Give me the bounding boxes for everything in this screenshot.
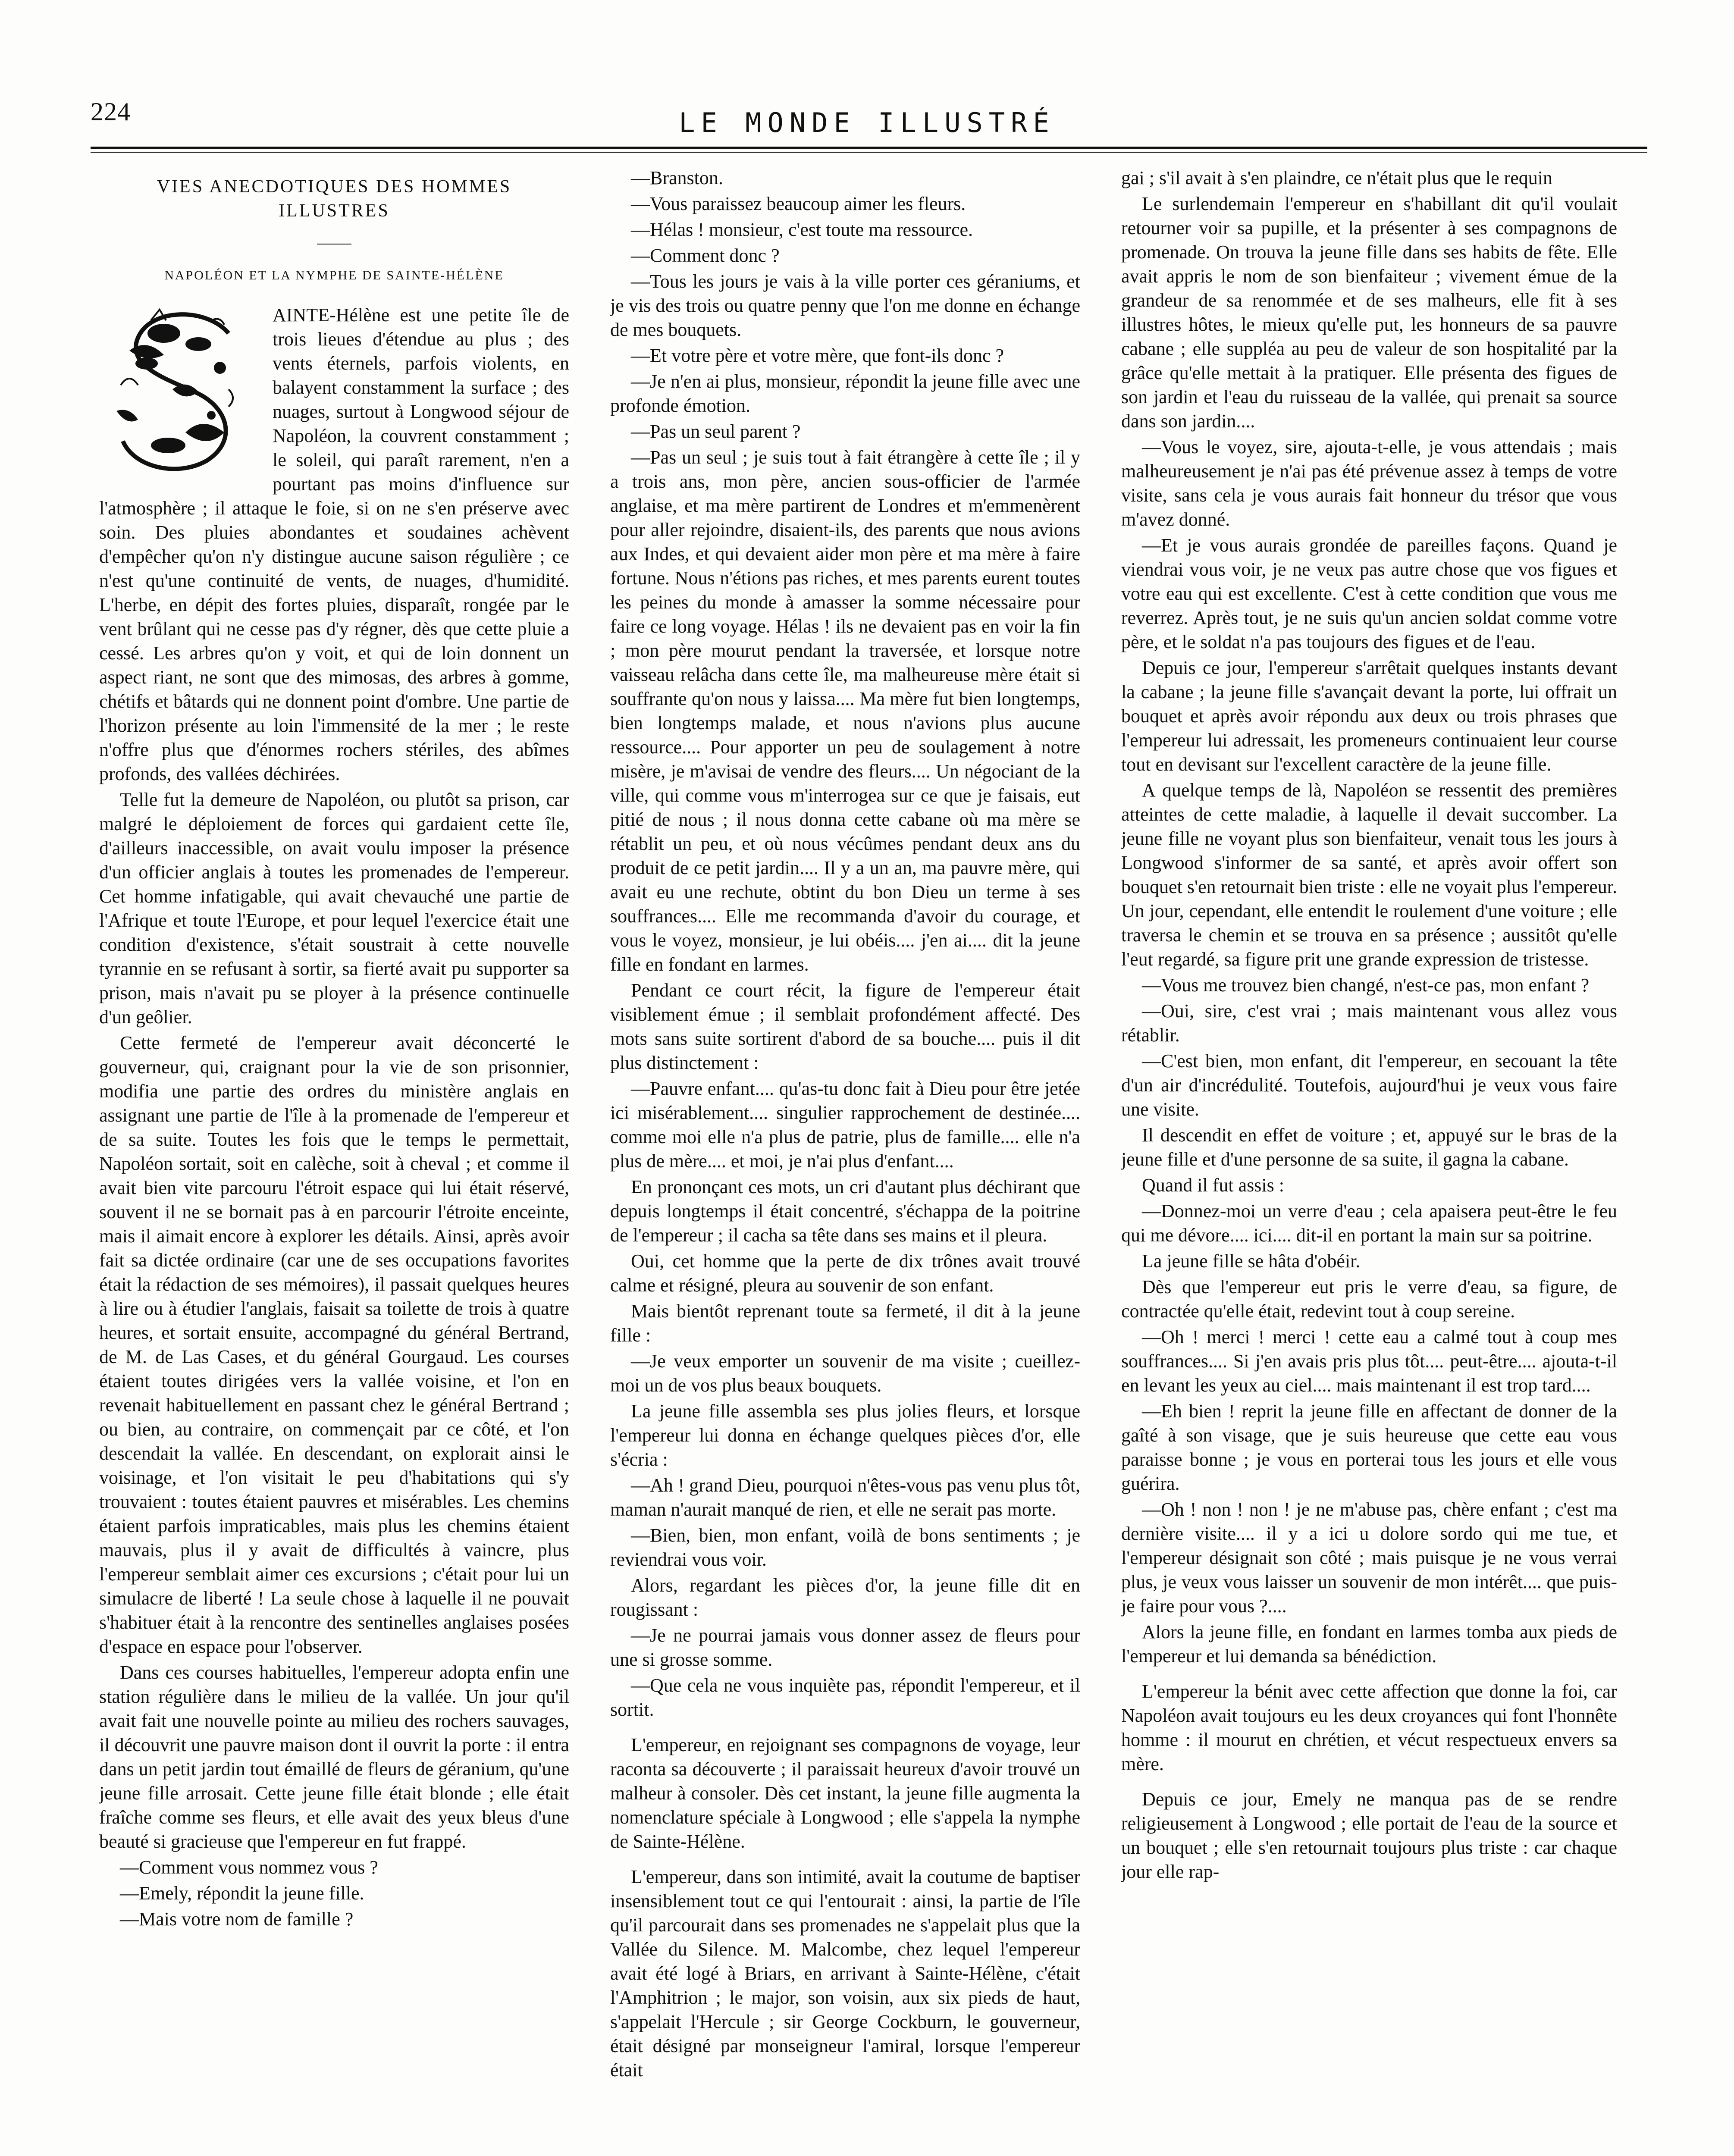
masthead-title: LE MONDE ILLUSTRÉ xyxy=(679,107,1055,138)
paragraph: gai ; s'il avait à s'en plaindre, ce n'était plus que le requin xyxy=(1121,167,1553,188)
paragraph: En prononçant ces mots, un cri d'autant plus déchirant que depuis longtemps il était concentré, s'échappa de la poitrine de l'empereur ; il cacha sa tête dans ses mains et il pleura. xyxy=(610,1176,1080,1246)
paragraph: Dans ces courses habituelles, l'empereur adopta enfin une station régulière dans le milieu de la vallée. Un jour qu'il avait fait une nouvelle pointe au milieu des rochers sauvages, il découvrit une pauvre maison dont il ouvrit la porte : il entra dans un petit jardin tout émaillé de fleurs de géranium, qu'une jeune fille arrosait. Cette jeune fille était blonde ; elle était fraîche comme ses fleurs, et elle avait des yeux bleus d'une beauté si gracieuse que l'empereur en fut frappé. xyxy=(99,1662,569,1852)
dialogue-line: —Vous le voyez, sire, ajouta-t-elle, je vous attendais ; mais malheureusement je n'ai pas été prévenue assez à temps de votre visite, sans cela je vous aurais fait honneur du trésor que vous m'avez donné. xyxy=(1121,436,1617,530)
page-number: 224 xyxy=(91,97,131,126)
paragraph: AINTE-Hélène est une petite île de trois lieues d'étendue au plus ; des vents éternels, parfois violents, en balayent constamment la surface ; des nuages, surtout à Longwood séjour de Napoléon, la couvrent constamment ; le soleil, qui paraît rarement, n'en a pourtant pas moins d'influence sur l'atmosphère ; il attaque le foie, si on ne s'en préserve avec soin. Des pluies abondantes et soudaines achèvent d'empêcher qu'on n'y distingue aucune saison régulière ; ce n'est qu'une continuité de vents, de nuages, d'humidité. L'herbe, en dépit des fortes pluies, disparaît, rongée par le vent brûlant qui ne cesse pas d'y régner, dès que cette pluie a cessé. Les arbres qu'on y voit, et qui de loin donnent un aspect riant, ne sont que des mimosas, des arbres à gomme, chétifs et bâtards qui ne donnent point d'ombre. Une partie de l'horizon présente au loin l'immensité de la mer ; le reste n'offre plus que d'énormes rochers stériles, des abîmes profonds, des vallées déchirées. xyxy=(99,304,569,784)
dialogue-line: —Emely, répondit la jeune fille. xyxy=(120,1883,364,1904)
dialogue-line: —Oh ! merci ! merci ! cette eau a calmé tout à coup mes souffrances.... Si j'en avais pris plus tôt.... peut-être.... ajouta-t-il en levant les yeux au ciel.... mais maintenant il est trop tard.... xyxy=(1121,1326,1617,1396)
paragraph: L'empereur, dans son intimité, avait la coutume de baptiser insensiblement tout ce qui l'entourait : ainsi, la partie de l'île qu'il parcourait dans ses promenades ne s'appelait plus que la Vallée du Silence. M. Malcombe, chez lequel l'empereur avait été logé à Briars, en arrivant à Sainte-Hélène, c'était l'Amphitrion ; le major, son voisin, aux six pieds de haut, s'appelait l'Hercule ; sir George Cockburn, le gouverneur, était désigné par monseigneur l'amiral, lorsque l'empereur était xyxy=(610,1866,1080,2081)
paragraph: La jeune fille se hâta d'obéir. xyxy=(1142,1250,1361,1272)
paragraph: Quand il fut assis : xyxy=(1142,1175,1284,1196)
dialogue-line: —Et votre père et votre mère, que font-ils donc ? xyxy=(631,345,1004,366)
paragraph: Depuis ce jour, l'empereur s'arrêtait quelques instants devant la cabane ; la jeune fille s'avançait devant la porte, lui offrait un bouquet et après avoir répondu aux deux ou trois phrases que l'empereur lui adressait, les promeneurs continuaient leur course tout en devisant sur l'excellent caractère de la jeune fille. xyxy=(1121,657,1617,775)
column-2 xyxy=(610,166,1080,2156)
paragraph: Dès que l'empereur eut pris le verre d'eau, sa figure, de contractée qu'elle était, redevint tout à coup sereine. xyxy=(1121,1276,1617,1322)
paragraph: Alors la jeune fille, en fondant en larmes tomba aux pieds de l'empereur et lui demanda sa bénédiction. xyxy=(1121,1621,1617,1667)
column-1 xyxy=(99,166,569,2156)
dialogue-line: —Comment vous nommez vous ? xyxy=(120,1857,378,1878)
paragraph: Mais bientôt reprenant toute sa fermeté, il dit à la jeune fille : xyxy=(610,1300,1080,1346)
dialogue-line: —Bien, bien, mon enfant, voilà de bons sentiments ; je reviendrai vous voir. xyxy=(610,1525,1080,1570)
dialogue-line: —Je ne pourrai jamais vous donner assez de fleurs pour une si grosse somme. xyxy=(610,1625,1080,1670)
dialogue-line: —Comment donc ? xyxy=(631,245,780,266)
paragraph: La jeune fille assembla ses plus jolies fleurs, et lorsque l'empereur lui donna en échange quelques pièces d'or, elle s'écria : xyxy=(610,1401,1080,1470)
paragraph: —Pas un seul ; je suis tout à fait étrangère à cette île ; il y a trois ans, mon père, ancien sous-officier de l'armée anglaise, et ma mère partirent de Londres et m'emmenèrent pour aller rejoindre, disaient-ils, des parents que nous avions aux Indes, et qui devaient aider mon père et ma mère à faire fortune. Nous n'étions pas riches, et mes parents eurent toutes les peines du monde à amasser la somme nécessaire pour faire ce long voyage. Hélas ! ils ne devaient pas en voir la fin ; mon père mourut pendant la traversée, et lorsque notre vaisseau relâcha dans cette île, ma malheureuse mère était si souffrante qu'on nous y laissa.... Ma mère fut bien longtemps, bien longtemps malade, et nous n'avions plus aucune ressource.... Pour apporter un peu de soulagement à notre misère, je m'avisai de vendre des fleurs.... Un négociant de la ville, qui comme vous m'interrogea sur ce que je faisais, eut pitié de nous ; il nous donna cette cabane où ma mère se rétablit un peu, et où nous vécûmes pendant deux ans du produit de ce petit jardin.... Il y a un an, ma pauvre mère, qui avait eu une rechute, obtint du bon Dieu un terme à ses souffrances.... Elle me recommanda d'avoir du courage, et vous le voyez, monsieur, je lui obéis.... j'en ai.... dit la jeune fille en fondant en larmes. xyxy=(610,447,1080,975)
paragraph: Pendant ce court récit, la figure de l'empereur était visiblement émue ; il semblait profondément affecté. Des mots sans suite sortirent d'abord de sa bouche.... puis il dit plus distinctement : xyxy=(610,980,1080,1073)
header-rule-thin xyxy=(91,152,1647,153)
column-3 xyxy=(1121,166,1617,2156)
dialogue-line: —Eh bien ! reprit la jeune fille en affectant de donner de la gaîté à son visage, que je suis heureuse que cette eau vous paraisse bonne ; je vous en porterai tous les jours et elle vous guérira. xyxy=(1121,1401,1617,1494)
article-subtitle: NAPOLÉON ET LA NYMPHE DE SAINTE-HÉLÈNE xyxy=(164,268,504,282)
dialogue-line: —Je veux emporter un souvenir de ma visite ; cueillez-moi un de vos plus beaux bouquets. xyxy=(610,1351,1080,1396)
dialogue-line: —Vous me trouvez bien changé, n'est-ce pas, mon enfant ? xyxy=(1142,975,1590,996)
dialogue-line: —Hélas ! monsieur, c'est toute ma ressource. xyxy=(631,219,973,240)
paragraph: Cette fermeté de l'empereur avait déconcerté le gouverneur, qui, craignant pour la vie de son prisonnier, modifia une partie des ordres du ministère anglais en assignant une partie de l'île à la promenade de l'empereur et de sa suite. Toutes les fois que le temps le permettait, Napoléon sortait, soit en calèche, soit à cheval ; et comme il avait bien vite parcouru l'étroit espace qui lui était réservé, souvent il ne se bornait pas à en parcourir l'étroite enceinte, mais il aimait encore à explorer les détails. Ainsi, après avoir fait sa dictée ordinaire (car une de ses occupations favorites était la rédaction de ses mémoires), il passait quelques heures à lire ou à étudier l'anglais, faisait sa toilette de trois à quatre heures, et sortait ensuite, accompagné du général Bertrand, de M. de Las Cases, et du général Gourgaud. Les courses étaient toutes dirigées vers la vallée voisine, et l'on en revenait habituellement en passant chez le général Bertrand ; ou bien, au contraire, on commençait par ce côté, et l'on descendait la vallée. En descendant, on explorait ainsi le voisinage, et l'on visitait le peu d'habitations qui s'y trouvaient : toutes étaient pauvres et misérables. Les chemins étaient parfois impraticables, mais plus les chemins étaient mauvais, plus il y avait de difficultés à vaincre, plus l'empereur semblait aimer ces excursions ; c'était pour lui un simulacre de liberté ! La seule chose à laquelle il ne pouvait s'habituer était à la rencontre des sentinelles anglaises posées d'espace en espace pour l'observer. xyxy=(99,1032,569,1657)
paragraph: Telle fut la demeure de Napoléon, ou plutôt sa prison, car malgré le déploiement de forces qui gardaient cette île, d'ailleurs inaccessible, on avait voulu imposer la présence d'un officier anglais à toutes les promenades de l'empereur. Cet homme infatigable, qui avait chevauché une partie de l'Afrique et toute l'Europe, et pour lequel l'exercice était une condition d'existence, s'était soustrait à cette nouvelle tyrannie en se refusant à sortir, sa fierté avait pu supporter sa prison, mais n'avait pu se ployer à la présence continuelle d'un geôlier. xyxy=(99,789,569,1028)
dialogue-line: —Tous les jours je vais à la ville porter ces géraniums, et je vis des trois ou quatre penny que l'on me donne en échange de mes bouquets. xyxy=(610,271,1080,340)
header-rule-thick xyxy=(91,147,1647,149)
paragraph: Depuis ce jour, Emely ne manqua pas de se rendre religieusement à Longwood ; elle portait de l'eau de la source et un bouquet ; elle s'en retournait toujours plus triste : car chaque jour elle rap- xyxy=(1121,1789,1617,1882)
dialogue-line: —Mais votre nom de famille ? xyxy=(120,1908,354,1930)
dialogue-line: —Branston. xyxy=(631,167,723,188)
dialogue-line: —Pas un seul parent ? xyxy=(631,421,801,442)
article-title: VIES ANECDOTIQUES DES HOMMES ILLUSTRES xyxy=(157,177,512,221)
paragraph: L'empereur, en rejoignant ses compagnons de voyage, leur raconta sa découverte ; il paraissait heureux d'avoir trouvé un malheur à consoler. Dès cet instant, la jeune fille augmenta la nomenclature spéciale à Longwood ; elle s'appela la nymphe de Sainte-Hélène. xyxy=(610,1734,1080,1852)
dialogue-line: —Oh ! non ! non ! je ne m'abuse pas, chère enfant ; c'est ma dernière visite.... il y a ici u dolore sordo qui me tue, et l'empereur désignait son côté ; mais puisque je ne vous verrai plus, je veux vous laisser un souvenir de mon intérêt.... que puis-je faire pour vous ?.... xyxy=(1121,1499,1617,1617)
paragraph: Alors, regardant les pièces d'or, la jeune fille dit en rougissant : xyxy=(610,1575,1080,1620)
dialogue-line: —Et je vous aurais grondée de pareilles façons. Quand je viendrai vous voir, je ne veux pas autre chose que vos figues et votre eau qui est excellente. C'est à cette condition que vous me reverrez. Après tout, je ne suis qu'un ancien soldat comme votre père, et le soldat n'a pas toujours des figues et de l'eau. xyxy=(1121,535,1617,652)
paragraph: —Pauvre enfant.... qu'as-tu donc fait à Dieu pour être jetée ici misérablement.... singulier rapprochement de destinée.... comme moi elle n'a plus de patrie, plus de famille.... elle n'a plus de mère.... et moi, je n'ai plus d'enfant.... xyxy=(610,1078,1080,1172)
paragraph: L'empereur la bénit avec cette affection que donne la foi, car Napoléon avait toujours eu les deux croyances qui font l'honnête homme : il mourut en chrétien, et vécut respectueux envers sa mère. xyxy=(1121,1681,1617,1774)
paragraph: Il descendit en effet de voiture ; et, appuyé sur le bras de la jeune fille et d'une personne de sa suite, il gagna la cabane. xyxy=(1121,1125,1617,1170)
paragraph: Oui, cet homme que la perte de dix trônes avait trouvé calme et résigné, pleura au souvenir de son enfant. xyxy=(610,1250,1080,1296)
dialogue-line: —Ah ! grand Dieu, pourquoi n'êtes-vous pas venu plus tôt, maman n'aurait manqué de rien, et elle ne serait pas morte. xyxy=(610,1475,1080,1520)
paragraph: Le surlendemain l'empereur en s'habillant dit qu'il voulait retourner voir sa pupille, et la présenter à ses compagnons de promenade. On trouva la jeune fille dans ses habits de fête. Elle avait appris le nom de son bienfaiteur ; vivement émue de la grandeur de sa renommée et de ses malheurs, elle fit à ses illustres hôtes, le mieux qu'elle put, les honneurs de sa pauvre cabane ; elle suppléa au peu de valeur de son hospitalité par la grâce qu'elle mettait à la pratiquer. Elle présenta des figues de son jardin et l'eau du ruisseau de la vallée, qui prenait sa source dans son jardin.... xyxy=(1121,193,1617,432)
paragraph: A quelque temps de là, Napoléon se ressentit des premières atteintes de cette maladie, à laquelle il devait succomber. La jeune fille ne voyant plus son bienfaiteur, venait tous les jours à Longwood s'informer de sa santé, et après avoir offert son bouquet s'en retournait bien triste : elle ne voyait plus l'empereur. Un jour, cependant, elle entendit le roulement d'une voiture ; elle traversa le chemin et se trouva en sa présence ; aussitôt qu'elle l'eut regardé, sa figure prit une grande expression de tristesse. xyxy=(1121,780,1617,970)
dialogue-line: —Que cela ne vous inquiète pas, répondit l'empereur, et il sortit. xyxy=(610,1675,1080,1720)
dialogue-line: —Je n'en ai plus, monsieur, répondit la jeune fille avec une profonde émotion. xyxy=(610,371,1080,416)
dialogue-line: —Oui, sire, c'est vrai ; mais maintenant vous allez vous rétablir. xyxy=(1121,1000,1617,1046)
dialogue-line: —C'est bien, mon enfant, dit l'empereur, en secouant la tête d'un air d'incrédulité. Toutefois, aujourd'hui je veux vous faire une visite. xyxy=(1121,1050,1617,1120)
dialogue-line: —Donnez-moi un verre d'eau ; cela apaisera peut-être le feu qui me dévore.... ici.... dit-il en portant la main sur sa poitrine. xyxy=(1121,1200,1617,1246)
dialogue-line: —Vous paraissez beaucoup aimer les fleurs. xyxy=(631,193,966,214)
dropcap-illustration xyxy=(99,303,263,476)
